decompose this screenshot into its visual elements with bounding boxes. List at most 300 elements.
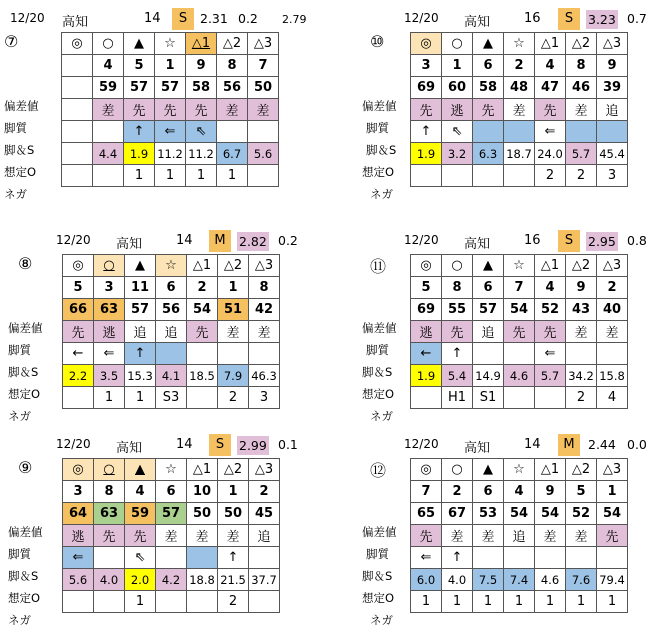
mark-cell: ☆ — [155, 33, 186, 55]
runner-count: 14 — [176, 233, 193, 248]
race-header — [4, 434, 304, 456]
estimated-odds-cell — [62, 143, 93, 165]
horse-number: 5 — [63, 277, 94, 299]
horse-number: 8 — [249, 277, 280, 299]
prediction-grid — [410, 32, 628, 187]
prediction-grid — [62, 458, 280, 613]
negative-cell: 1 — [566, 591, 597, 613]
negative-cell — [63, 591, 94, 613]
negative-cell: 2 — [218, 387, 249, 409]
estimated-odds-cell: 5.7 — [535, 365, 566, 387]
estimated-odds-cell: 5.4 — [442, 365, 473, 387]
race-header — [354, 8, 654, 30]
leg-s-cell — [473, 343, 504, 365]
estimated-odds-cell: 45.4 — [597, 143, 628, 165]
deviation-cell: 57 — [125, 299, 156, 321]
race-venue: 高知 — [464, 237, 491, 252]
leg-s-cell — [156, 547, 187, 569]
leg-s-cell — [249, 547, 280, 569]
label-leg-s: 脚＆S — [8, 365, 39, 379]
leg-s-cell — [566, 343, 597, 365]
mark-cell: ☆ — [504, 459, 535, 481]
horse-number: 5 — [124, 55, 155, 77]
deviation-cell: 56 — [156, 299, 187, 321]
horse-number: 4 — [535, 277, 566, 299]
race-panel-12 — [354, 434, 654, 636]
negative-cell — [442, 165, 473, 187]
style-cell: 差 — [249, 321, 280, 343]
prediction-grid — [62, 254, 280, 409]
index-value-1: 2.44 — [588, 437, 616, 452]
label-negative: ネガ — [370, 187, 393, 201]
index-value-2: 0.7 — [627, 11, 647, 26]
mark-cell: △3 — [248, 33, 279, 55]
mark-cell: △1 — [535, 459, 566, 481]
leg-s-cell — [187, 547, 218, 569]
label-estimated: 想定O — [8, 591, 41, 605]
style-cell: 逃 — [411, 321, 442, 343]
race-venue: 高知 — [116, 237, 143, 252]
leg-s-cell: ⇖ — [442, 121, 473, 143]
leg-s-cell: ↑ — [124, 121, 155, 143]
race-date: 12/20 — [10, 11, 45, 25]
race-number: ⑦ — [4, 32, 19, 51]
horse-number: 1 — [218, 481, 249, 503]
negative-cell — [249, 591, 280, 613]
horse-number: 2 — [442, 481, 473, 503]
estimated-odds-cell: 4.4 — [93, 143, 124, 165]
style-cell: 差 — [218, 525, 249, 547]
style-cell: 先 — [155, 99, 186, 121]
leg-s-cell: ⇖ — [186, 121, 217, 143]
estimated-odds-cell: 5.6 — [248, 143, 279, 165]
mark-cell: △1 — [187, 255, 218, 277]
leg-s-cell — [597, 547, 628, 569]
leg-s-cell — [94, 547, 125, 569]
leg-s-cell — [187, 343, 218, 365]
label-leg-s: 脚＆S — [8, 569, 39, 583]
mark-cell: ▲ — [124, 33, 155, 55]
deviation-cell: 58 — [473, 77, 504, 99]
negative-cell: 3 — [249, 387, 280, 409]
horse-number: 8 — [217, 55, 248, 77]
style-cell: 追 — [249, 525, 280, 547]
leg-s-cell: ↑ — [442, 547, 473, 569]
horse-number: 9 — [535, 481, 566, 503]
negative-cell: 2 — [218, 591, 249, 613]
style-cell: 先 — [63, 321, 94, 343]
mark-cell: △2 — [566, 33, 597, 55]
leg-s-cell: ⇐ — [535, 121, 566, 143]
negative-cell — [411, 165, 442, 187]
negative-cell: 2 — [566, 387, 597, 409]
horse-number: 8 — [566, 55, 597, 77]
race-date: 12/20 — [56, 437, 91, 451]
race-panel-8 — [4, 230, 304, 432]
style-cell: 差 — [156, 525, 187, 547]
label-deviation: 偏差値 — [362, 321, 397, 335]
race-venue: 高知 — [464, 15, 491, 30]
negative-cell — [63, 387, 94, 409]
mark-cell: ▲ — [473, 255, 504, 277]
leg-s-cell: ↑ — [125, 343, 156, 365]
mark-cell: ▲ — [473, 459, 504, 481]
negative-cell: 4 — [597, 387, 628, 409]
deviation-cell: 52 — [535, 299, 566, 321]
race-venue: 高知 — [464, 441, 491, 456]
style-cell: 追 — [473, 321, 504, 343]
negative-cell — [411, 387, 442, 409]
estimated-odds-cell: 3.2 — [442, 143, 473, 165]
mark-cell: △2 — [218, 459, 249, 481]
race-venue: 高知 — [116, 441, 143, 456]
deviation-cell: 53 — [473, 503, 504, 525]
style-cell: 逃 — [63, 525, 94, 547]
mark-cell: ◎ — [411, 459, 442, 481]
negative-cell — [187, 591, 218, 613]
mark-cell: ☆ — [504, 255, 535, 277]
leg-s-cell — [504, 343, 535, 365]
style-cell: 先 — [187, 321, 218, 343]
horse-number — [62, 55, 93, 77]
pace-badge: S — [172, 8, 194, 30]
negative-cell — [62, 165, 93, 187]
estimated-odds-cell: 5.7 — [566, 143, 597, 165]
deviation-cell: 50 — [248, 77, 279, 99]
estimated-odds-cell: 2.0 — [125, 569, 156, 591]
index-value-3: 2.79 — [282, 13, 307, 26]
estimated-odds-cell: 11.2 — [155, 143, 186, 165]
label-leg-s: 脚＆S — [362, 365, 393, 379]
style-cell: 差 — [217, 99, 248, 121]
index-value-1: 2.99 — [239, 438, 267, 453]
mark-cell: ○ — [94, 255, 125, 277]
style-cell: 先 — [535, 321, 566, 343]
leg-s-cell — [62, 121, 93, 143]
horse-number: 1 — [155, 55, 186, 77]
leg-s-cell: ↑ — [218, 547, 249, 569]
deviation-cell: 67 — [442, 503, 473, 525]
estimated-odds-cell: 1.9 — [124, 143, 155, 165]
style-cell: 先 — [124, 99, 155, 121]
mark-cell: ◎ — [411, 33, 442, 55]
leg-s-cell: ↑ — [442, 343, 473, 365]
race-panel-10 — [354, 8, 654, 210]
mark-cell: ◎ — [411, 255, 442, 277]
leg-s-cell — [566, 121, 597, 143]
mark-cell: △1 — [187, 459, 218, 481]
deviation-cell: 57 — [124, 77, 155, 99]
negative-cell: 1 — [94, 387, 125, 409]
leg-s-cell — [535, 547, 566, 569]
index-value-2: 0.0 — [627, 437, 647, 452]
deviation-cell: 66 — [63, 299, 94, 321]
negative-cell: 1 — [217, 165, 248, 187]
leg-s-cell — [218, 343, 249, 365]
horse-number: 8 — [94, 481, 125, 503]
race-panel-9 — [4, 434, 304, 636]
pace-badge: S — [558, 8, 580, 30]
style-cell: 追 — [156, 321, 187, 343]
deviation-cell: 54 — [535, 503, 566, 525]
label-deviation: 偏差値 — [362, 525, 397, 539]
style-cell: 先 — [411, 99, 442, 121]
horse-number: 1 — [442, 55, 473, 77]
negative-cell — [93, 165, 124, 187]
negative-cell: 1 — [155, 165, 186, 187]
style-cell: 追 — [125, 321, 156, 343]
mark-cell: ○ — [93, 33, 124, 55]
leg-s-cell: ← — [411, 343, 442, 365]
horse-number: 9 — [566, 277, 597, 299]
race-number: ⑧ — [18, 254, 33, 273]
negative-cell: 1 — [535, 591, 566, 613]
deviation-cell: 69 — [411, 77, 442, 99]
label-deviation: 偏差値 — [8, 525, 43, 539]
label-estimated: 想定O — [362, 591, 395, 605]
race-date: 12/20 — [404, 233, 439, 247]
mark-cell: △3 — [597, 459, 628, 481]
negative-cell: 2 — [566, 165, 597, 187]
estimated-odds-cell: 5.6 — [63, 569, 94, 591]
style-cell: 先 — [442, 321, 473, 343]
style-cell: 追 — [504, 525, 535, 547]
label-deviation: 偏差値 — [362, 99, 397, 113]
deviation-cell: 54 — [597, 503, 628, 525]
horse-number: 6 — [473, 481, 504, 503]
index-value-2: 0.2 — [238, 11, 258, 26]
negative-cell: 3 — [597, 165, 628, 187]
style-cell: 差 — [93, 99, 124, 121]
estimated-odds-cell: 24.0 — [535, 143, 566, 165]
estimated-odds-cell: 15.8 — [597, 365, 628, 387]
prediction-grid — [410, 254, 628, 409]
negative-cell — [248, 165, 279, 187]
negative-cell: 2 — [535, 165, 566, 187]
horse-number: 3 — [94, 277, 125, 299]
style-cell: 差 — [566, 99, 597, 121]
style-cell: 逃 — [442, 99, 473, 121]
horse-number: 8 — [442, 277, 473, 299]
leg-s-cell — [597, 343, 628, 365]
estimated-odds-cell: 3.5 — [94, 365, 125, 387]
horse-number: 2 — [187, 277, 218, 299]
style-cell: 差 — [442, 525, 473, 547]
mark-cell: △3 — [597, 33, 628, 55]
mark-cell: ◎ — [62, 33, 93, 55]
horse-number: 2 — [249, 481, 280, 503]
race-date: 12/20 — [56, 233, 91, 247]
index-value-1: 2.82 — [239, 234, 267, 249]
horse-number: 9 — [186, 55, 217, 77]
leg-s-cell — [473, 547, 504, 569]
horse-number: 10 — [187, 481, 218, 503]
style-cell: 先 — [94, 525, 125, 547]
leg-s-cell: ⇐ — [63, 547, 94, 569]
estimated-odds-cell: 4.6 — [504, 365, 535, 387]
index-value-2: 0.8 — [627, 233, 647, 248]
negative-cell — [504, 387, 535, 409]
deviation-cell: 43 — [566, 299, 597, 321]
leg-s-cell — [504, 547, 535, 569]
pace-badge: S — [209, 434, 231, 456]
deviation-cell: 54 — [504, 503, 535, 525]
mark-cell: ○ — [442, 33, 473, 55]
style-cell: 差 — [218, 321, 249, 343]
estimated-odds-cell: 2.2 — [63, 365, 94, 387]
style-cell: 差 — [248, 99, 279, 121]
label-negative: ネガ — [8, 409, 31, 423]
runner-count: 16 — [524, 11, 541, 26]
index-value-1: 2.31 — [200, 11, 228, 26]
negative-cell: 1 — [125, 387, 156, 409]
mark-cell: ☆ — [156, 459, 187, 481]
estimated-odds-cell: 7.5 — [473, 569, 504, 591]
mark-cell: ▲ — [125, 459, 156, 481]
label-estimated: 想定O — [362, 387, 395, 401]
race-number: ⑪ — [370, 257, 387, 276]
horse-number: 5 — [411, 277, 442, 299]
deviation-cell: 40 — [597, 299, 628, 321]
label-style: 脚質 — [4, 121, 27, 135]
deviation-cell: 46 — [566, 77, 597, 99]
label-style: 脚質 — [366, 547, 389, 561]
race-date: 12/20 — [404, 11, 439, 25]
race-panel-11 — [354, 230, 654, 432]
mark-cell: ○ — [442, 459, 473, 481]
race-header — [354, 230, 654, 252]
estimated-odds-cell: 1.9 — [411, 365, 442, 387]
race-number: ⑨ — [18, 458, 33, 477]
index-value-1: 2.95 — [588, 234, 616, 249]
label-deviation: 偏差値 — [8, 321, 43, 335]
style-cell: 先 — [535, 99, 566, 121]
deviation-cell — [62, 77, 93, 99]
style-cell: 先 — [411, 525, 442, 547]
mark-cell: ○ — [442, 255, 473, 277]
leg-s-cell — [504, 121, 535, 143]
label-estimated: 想定O — [8, 387, 41, 401]
estimated-odds-cell: 1.9 — [411, 143, 442, 165]
deviation-cell: 63 — [94, 503, 125, 525]
horse-number: 6 — [473, 55, 504, 77]
negative-cell — [94, 591, 125, 613]
deviation-cell: 55 — [442, 299, 473, 321]
style-cell: 追 — [597, 99, 628, 121]
runner-count: 14 — [524, 437, 541, 452]
horse-number: 4 — [504, 481, 535, 503]
label-estimated: 想定O — [362, 165, 395, 179]
negative-cell: 1 — [124, 165, 155, 187]
estimated-odds-cell: 4.0 — [442, 569, 473, 591]
leg-s-cell: ↑ — [411, 121, 442, 143]
estimated-odds-cell: 37.7 — [249, 569, 280, 591]
deviation-cell: 54 — [504, 299, 535, 321]
label-leg-s: 脚＆S — [4, 143, 35, 157]
label-negative: ネガ — [370, 613, 393, 627]
estimated-odds-cell: 7.4 — [504, 569, 535, 591]
mark-cell: △2 — [566, 459, 597, 481]
race-number: ⑩ — [370, 32, 385, 51]
index-value-2: 0.2 — [278, 233, 298, 248]
estimated-odds-cell: 14.9 — [473, 365, 504, 387]
mark-cell: △1 — [535, 255, 566, 277]
deviation-cell: 50 — [187, 503, 218, 525]
estimated-odds-cell: 18.8 — [187, 569, 218, 591]
label-negative: ネガ — [4, 187, 27, 201]
deviation-cell: 58 — [186, 77, 217, 99]
mark-cell: △3 — [597, 255, 628, 277]
leg-s-cell: ⇖ — [125, 547, 156, 569]
horse-number: 4 — [125, 481, 156, 503]
label-style: 脚質 — [8, 547, 31, 561]
style-cell: 差 — [566, 321, 597, 343]
estimated-odds-cell: 6.7 — [217, 143, 248, 165]
estimated-odds-cell: 46.3 — [249, 365, 280, 387]
negative-cell — [187, 387, 218, 409]
deviation-cell: 50 — [218, 503, 249, 525]
leg-s-cell: ⇐ — [155, 121, 186, 143]
deviation-cell: 52 — [566, 503, 597, 525]
horse-number: 1 — [218, 277, 249, 299]
negative-cell — [535, 387, 566, 409]
race-venue: 高知 — [62, 15, 89, 30]
style-cell: 差 — [597, 321, 628, 343]
runner-count: 14 — [176, 437, 193, 452]
race-panel-7 — [4, 8, 307, 210]
horse-number: 2 — [597, 277, 628, 299]
style-cell: 逃 — [94, 321, 125, 343]
leg-s-cell: ⇐ — [94, 343, 125, 365]
deviation-cell: 48 — [504, 77, 535, 99]
leg-s-cell — [217, 121, 248, 143]
pace-badge: M — [209, 230, 231, 252]
deviation-cell: 42 — [249, 299, 280, 321]
style-cell: 先 — [125, 525, 156, 547]
style-cell: 差 — [187, 525, 218, 547]
horse-number: 7 — [248, 55, 279, 77]
mark-cell: △3 — [249, 459, 280, 481]
estimated-odds-cell: 34.2 — [566, 365, 597, 387]
horse-number: 1 — [597, 481, 628, 503]
estimated-odds-cell: 6.3 — [473, 143, 504, 165]
mark-cell: △1 — [535, 33, 566, 55]
label-negative: ネガ — [8, 613, 31, 627]
mark-cell: ▲ — [125, 255, 156, 277]
deviation-cell: 51 — [218, 299, 249, 321]
leg-s-cell — [566, 547, 597, 569]
horse-number: 2 — [504, 55, 535, 77]
horse-number: 9 — [597, 55, 628, 77]
runner-count: 16 — [524, 233, 541, 248]
estimated-odds-cell: 4.0 — [94, 569, 125, 591]
style-cell: 差 — [504, 99, 535, 121]
style-cell: 差 — [473, 525, 504, 547]
negative-cell — [473, 165, 504, 187]
negative-cell: 1 — [504, 591, 535, 613]
mark-cell: ☆ — [504, 33, 535, 55]
estimated-odds-cell: 4.2 — [156, 569, 187, 591]
estimated-odds-cell: 15.3 — [125, 365, 156, 387]
horse-number: 6 — [156, 481, 187, 503]
label-negative: ネガ — [370, 409, 393, 423]
leg-s-cell — [248, 121, 279, 143]
horse-number: 4 — [535, 55, 566, 77]
style-cell: 先 — [597, 525, 628, 547]
estimated-odds-cell: 18.5 — [187, 365, 218, 387]
label-style: 脚質 — [366, 121, 389, 135]
mark-cell: △2 — [217, 33, 248, 55]
